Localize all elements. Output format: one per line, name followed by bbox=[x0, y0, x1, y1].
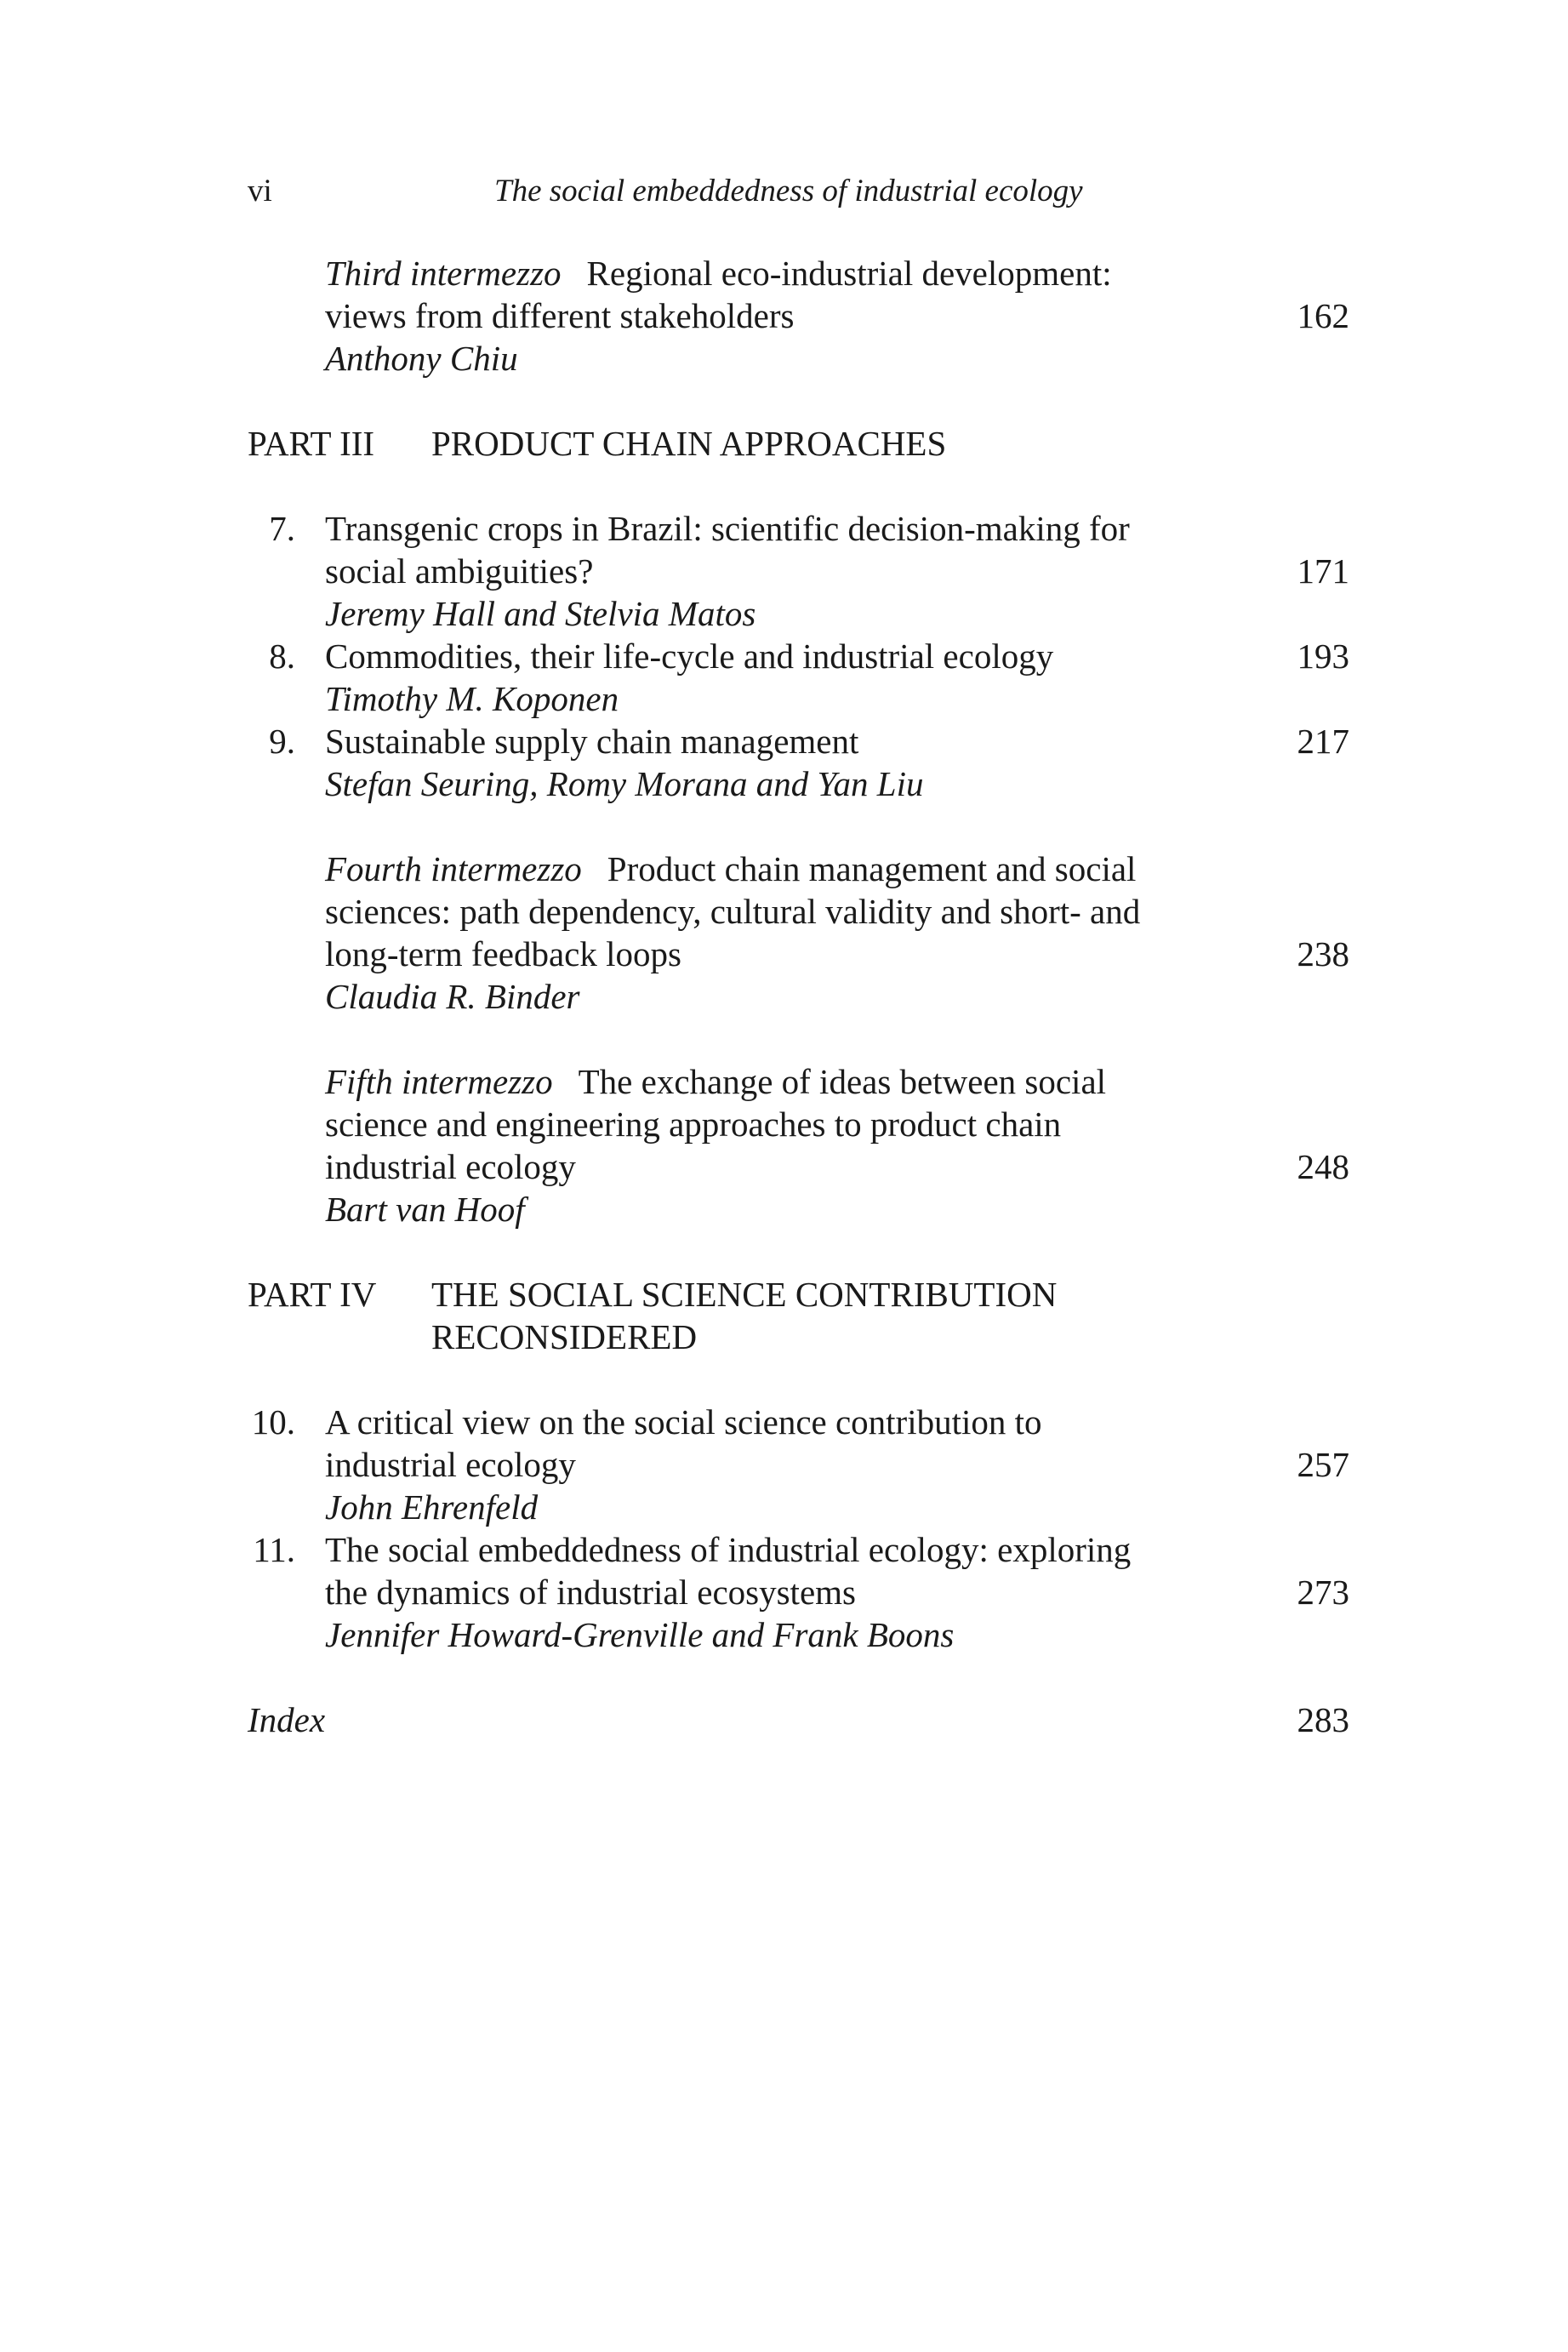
entry-title-line: industrial ecology bbox=[325, 1445, 576, 1484]
entry-title-line: The social embeddedness of industrial ecology: exploring bbox=[325, 1530, 1132, 1569]
toc-entry-third-intermezzo[interactable] bbox=[248, 252, 1349, 380]
intermezzo-label: Third intermezzo bbox=[325, 254, 562, 293]
part-heading-3 bbox=[248, 422, 1349, 465]
toc-entry-chapter-10[interactable] bbox=[248, 1401, 1349, 1528]
entry-title-line: Product chain management and social bbox=[607, 849, 1137, 888]
chapter-number: 11. bbox=[253, 1530, 295, 1569]
running-head-title: The social embeddedness of industrial ecology bbox=[494, 174, 1083, 208]
index-label: Index bbox=[248, 1700, 326, 1739]
toc-entry-fifth-intermezzo[interactable] bbox=[248, 1060, 1349, 1230]
chapter-number: 10. bbox=[251, 1402, 295, 1441]
entry-title bbox=[325, 848, 1222, 890]
entry-title bbox=[325, 252, 1222, 294]
entry-title-line: Regional eco-industrial development: bbox=[586, 254, 1112, 293]
toc-entry-fourth-intermezzo[interactable] bbox=[248, 848, 1349, 1018]
entry-author: Claudia R. Binder bbox=[325, 977, 580, 1016]
entry-author: Bart van Hoof bbox=[325, 1190, 525, 1229]
entry-title-line: The exchange of ideas between social bbox=[578, 1062, 1107, 1101]
entry-title-line: A critical view on the social science contribution to bbox=[325, 1402, 1042, 1441]
entry-title bbox=[325, 1060, 1222, 1103]
entry-author: Anthony Chiu bbox=[325, 339, 518, 378]
entry-page-number: 273 bbox=[1297, 1573, 1349, 1612]
entry-author: John Ehrenfeld bbox=[325, 1487, 539, 1527]
entry-page-number: 162 bbox=[1297, 296, 1349, 335]
chapter-number: 7. bbox=[269, 509, 295, 548]
entry-title-line: social ambiguities? bbox=[325, 551, 594, 591]
entry-title: Sustainable supply chain management bbox=[325, 722, 859, 761]
entry-page-number: 193 bbox=[1297, 637, 1349, 676]
entry-title-line: long-term feedback loops bbox=[325, 934, 681, 973]
table-of-contents bbox=[248, 252, 1349, 1741]
part-title-line: THE SOCIAL SCIENCE CONTRIBUTION bbox=[431, 1275, 1058, 1314]
entry-author: Jennifer Howard-Grenville and Frank Boons bbox=[325, 1615, 955, 1654]
intermezzo-label: Fourth intermezzo bbox=[325, 849, 582, 888]
entry-title-line: sciences: path dependency, cultural validity and short- and bbox=[325, 892, 1141, 931]
part-title-line: RECONSIDERED bbox=[431, 1317, 698, 1356]
entry-author: Timothy M. Koponen bbox=[325, 679, 619, 718]
toc-entry-chapter-8[interactable] bbox=[248, 635, 1349, 720]
entry-page-number: 217 bbox=[1297, 722, 1349, 761]
spacer bbox=[248, 805, 1349, 848]
spacer bbox=[248, 1018, 1349, 1060]
part-label: PART IV bbox=[248, 1275, 377, 1314]
entry-page-number: 238 bbox=[1297, 934, 1349, 973]
entry-title: Commodities, their life-cycle and industrial ecology bbox=[325, 637, 1054, 676]
entry-page-number: 171 bbox=[1297, 551, 1349, 591]
intermezzo-label: Fifth intermezzo bbox=[325, 1062, 553, 1101]
entry-page-number: 283 bbox=[1297, 1700, 1349, 1739]
entry-title-line: views from different stakeholders bbox=[325, 296, 795, 335]
entry-author: Stefan Seuring, Romy Morana and Yan Liu bbox=[325, 764, 924, 803]
entry-title-line: the dynamics of industrial ecosystems bbox=[325, 1573, 856, 1612]
toc-entry-chapter-9[interactable] bbox=[248, 720, 1349, 805]
chapter-number: 9. bbox=[269, 722, 295, 761]
entry-page-number: 248 bbox=[1297, 1147, 1349, 1186]
entry-title-line: science and engineering approaches to product chain bbox=[325, 1105, 1062, 1144]
toc-entry-chapter-11[interactable] bbox=[248, 1528, 1349, 1656]
toc-entry-index[interactable] bbox=[248, 1698, 1349, 1741]
entry-page-number: 257 bbox=[1297, 1445, 1349, 1484]
part-title: PRODUCT CHAIN APPROACHES bbox=[431, 424, 947, 463]
chapter-number: 8. bbox=[269, 637, 295, 676]
part-heading-4 bbox=[248, 1273, 1349, 1358]
toc-entry-chapter-7[interactable] bbox=[248, 507, 1349, 635]
entry-title-line: Transgenic crops in Brazil: scientific decision-making for bbox=[325, 509, 1130, 548]
entry-author: Jeremy Hall and Stelvia Matos bbox=[325, 594, 756, 633]
entry-title-line: industrial ecology bbox=[325, 1147, 576, 1186]
part-label: PART III bbox=[248, 424, 375, 463]
page-folio: vi bbox=[248, 174, 272, 208]
